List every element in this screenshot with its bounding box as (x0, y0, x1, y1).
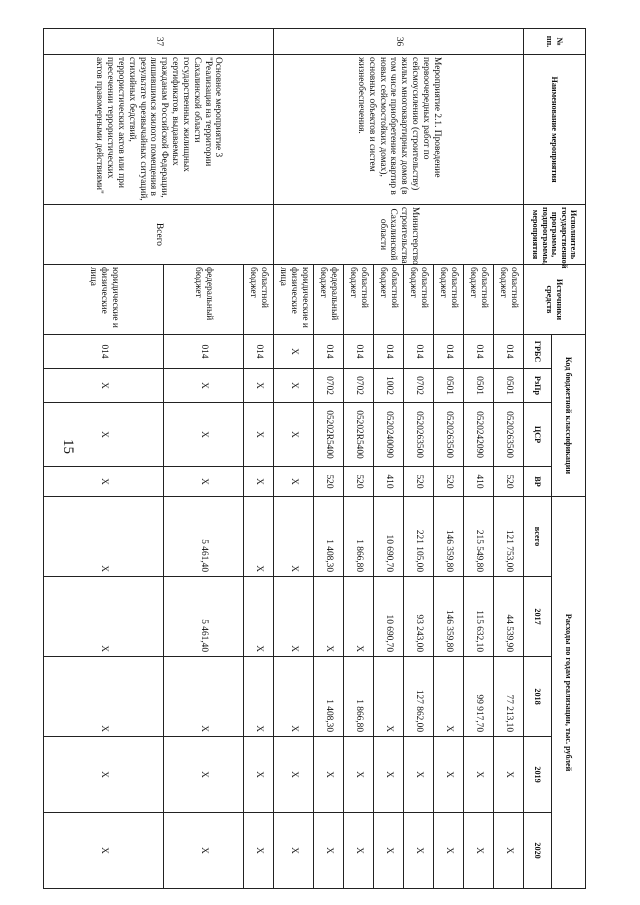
source-cell: областной бюджет (344, 265, 374, 335)
y2017-cell: 10 690,70 (374, 577, 404, 657)
header-num: № пп. (524, 29, 586, 55)
y2018-cell: X (244, 657, 274, 737)
y2019-cell: X (494, 737, 524, 813)
header-name: Наименование мероприятия (524, 55, 586, 205)
y2017-cell: 5 461,40 (164, 577, 244, 657)
y2019-cell: X (464, 737, 494, 813)
grbs-cell: 014 (494, 335, 524, 369)
csr-cell: X (164, 403, 244, 467)
vr-cell: X (244, 467, 274, 497)
y2017-cell: 44 539,90 (494, 577, 524, 657)
y2018-cell: X (434, 657, 464, 737)
y2017-cell: X (274, 577, 314, 657)
total-cell: 215 549,80 (464, 497, 494, 577)
header-rzpr: РзПр (524, 369, 552, 403)
y2019-cell: X (244, 737, 274, 813)
y2017-cell: X (344, 577, 374, 657)
page-number: 15 (60, 439, 76, 454)
vr-cell: 520 (404, 467, 434, 497)
rzpr-cell: 0702 (404, 369, 434, 403)
y2020-cell: X (494, 813, 524, 889)
y2020-cell: X (44, 813, 164, 889)
csr-cell: X (244, 403, 274, 467)
header-vr: ВР (524, 467, 552, 497)
row37-name: Основное мероприятие 3 "Реализация на территории Сахалинской области государственных жилищных сертификатов, выдаваемых гражданам Российской Федерации, лишившимся жилого помещения в результате чрезвычайных ситуаций, стихийных бедствий, террористических актов или при пресечении террористических актов правомерными действиями" (44, 55, 274, 205)
header-2019: 2019 (524, 737, 552, 813)
header-expenses: Расходы по годам реализации, тыс. рублей (552, 497, 586, 889)
y2020-cell: X (244, 813, 274, 889)
header-budget-class: Код бюджетной классификации (552, 335, 586, 497)
y2018-cell: X (374, 657, 404, 737)
vr-cell: 520 (494, 467, 524, 497)
total-cell: X (44, 497, 164, 577)
rzpr-cell: X (244, 369, 274, 403)
grbs-cell: 014 (314, 335, 344, 369)
row36-num: 36 (274, 29, 524, 55)
total-cell: 146 359,80 (434, 497, 464, 577)
y2017-cell: X (244, 577, 274, 657)
grbs-cell: 014 (374, 335, 404, 369)
y2018-cell: 77 213,10 (494, 657, 524, 737)
source-cell: областной бюджет (374, 265, 404, 335)
csr-cell: X (44, 403, 164, 467)
grbs-cell: 014 (164, 335, 244, 369)
y2019-cell: X (404, 737, 434, 813)
source-cell: юридические и физические лица (274, 265, 314, 335)
grbs-cell: 014 (464, 335, 494, 369)
total-cell: 5 461,40 (164, 497, 244, 577)
y2020-cell: X (404, 813, 434, 889)
y2018-cell: X (274, 657, 314, 737)
header-2020: 2020 (524, 813, 552, 889)
header-grbs: ГРБС (524, 335, 552, 369)
y2018-cell: 1 866,80 (344, 657, 374, 737)
y2020-cell: X (274, 813, 314, 889)
y2020-cell: X (464, 813, 494, 889)
grbs-cell: 014 (44, 335, 164, 369)
csr-cell: 0520263500 (434, 403, 464, 467)
y2019-cell: X (314, 737, 344, 813)
y2019-cell: X (164, 737, 244, 813)
source-cell: областной бюджет (244, 265, 274, 335)
source-cell: федеральный бюджет (314, 265, 344, 335)
source-cell: областной бюджет (404, 265, 434, 335)
vr-cell: 520 (314, 467, 344, 497)
csr-cell: 05202R5400 (344, 403, 374, 467)
total-cell: 1 866,80 (344, 497, 374, 577)
csr-cell: 05202R5400 (314, 403, 344, 467)
vr-cell: X (164, 467, 244, 497)
vr-cell: X (44, 467, 164, 497)
header-2017: 2017 (524, 577, 552, 657)
table-body (44, 29, 524, 889)
vr-cell: X (274, 467, 314, 497)
y2018-cell: 1 408,30 (314, 657, 344, 737)
grbs-cell: 014 (434, 335, 464, 369)
rzpr-cell: X (274, 369, 314, 403)
source-cell: юридические и физические лица (44, 265, 164, 335)
grbs-cell: 014 (244, 335, 274, 369)
grbs-cell: 014 (404, 335, 434, 369)
rzpr-cell: X (164, 369, 244, 403)
y2018-cell: 127 862,00 (404, 657, 434, 737)
vr-cell: 520 (344, 467, 374, 497)
total-cell: 121 753,00 (494, 497, 524, 577)
y2019-cell: X (44, 737, 164, 813)
csr-cell: 0520263500 (494, 403, 524, 467)
rzpr-cell: 0702 (314, 369, 344, 403)
y2020-cell: X (314, 813, 344, 889)
header-executor: Исполнитель государственной программы, подпрограммы, мероприятия (524, 205, 586, 265)
total-cell: X (244, 497, 274, 577)
y2019-cell: X (434, 737, 464, 813)
grbs-cell: X (274, 335, 314, 369)
budget-table (43, 28, 586, 889)
rzpr-cell: 0501 (434, 369, 464, 403)
rotated-table-container (56, 28, 586, 888)
y2017-cell: 115 632,10 (464, 577, 494, 657)
y2017-cell: X (44, 577, 164, 657)
total-cell: 1 408,30 (314, 497, 344, 577)
header-2018: 2018 (524, 657, 552, 737)
y2017-cell: 146 359,80 (434, 577, 464, 657)
row37-executor: Всего (44, 205, 274, 265)
grbs-cell: 014 (344, 335, 374, 369)
row36-name: Мероприятие 2.1. Проведение первоочередных работ по сейсмоусилению (строительству) жилых многоквартирных домов (в том числе приобретение квартир в новых сейсмостойких домах), основных объектов и систем жизнеобеспечения. (274, 55, 524, 205)
y2020-cell: X (344, 813, 374, 889)
total-cell: X (274, 497, 314, 577)
y2017-cell: X (314, 577, 344, 657)
csr-cell: 0520240090 (374, 403, 404, 467)
y2019-cell: X (274, 737, 314, 813)
rzpr-cell: X (44, 369, 164, 403)
y2019-cell: X (374, 737, 404, 813)
header-source: Источники средств (524, 265, 586, 335)
rzpr-cell: 0501 (494, 369, 524, 403)
row36-line (494, 29, 524, 889)
rzpr-cell: 0501 (464, 369, 494, 403)
vr-cell: 410 (374, 467, 404, 497)
row37-num: 37 (44, 29, 274, 55)
source-cell: областной бюджет (494, 265, 524, 335)
header-csr: ЦСР (524, 403, 552, 467)
y2018-cell: 99 917,70 (464, 657, 494, 737)
csr-cell: 0520242090 (464, 403, 494, 467)
total-cell: 10 690,70 (374, 497, 404, 577)
source-cell: федеральный бюджет (164, 265, 244, 335)
vr-cell: 520 (434, 467, 464, 497)
y2020-cell: X (164, 813, 244, 889)
row37-line (244, 29, 274, 889)
rzpr-cell: 0702 (344, 369, 374, 403)
vr-cell: 410 (464, 467, 494, 497)
source-cell: областной бюджет (434, 265, 464, 335)
y2019-cell: X (344, 737, 374, 813)
total-cell: 221 105,00 (404, 497, 434, 577)
csr-cell: 0520263500 (404, 403, 434, 467)
y2020-cell: X (434, 813, 464, 889)
y2020-cell: X (374, 813, 404, 889)
csr-cell: X (274, 403, 314, 467)
rzpr-cell: 1002 (374, 369, 404, 403)
row36-executor: Министерство строительства Сахалинской области (274, 205, 524, 265)
source-cell: областной бюджет (464, 265, 494, 335)
y2017-cell: 93 243,00 (404, 577, 434, 657)
y2018-cell: X (164, 657, 244, 737)
y2018-cell: X (44, 657, 164, 737)
header-total: всего (524, 497, 552, 577)
